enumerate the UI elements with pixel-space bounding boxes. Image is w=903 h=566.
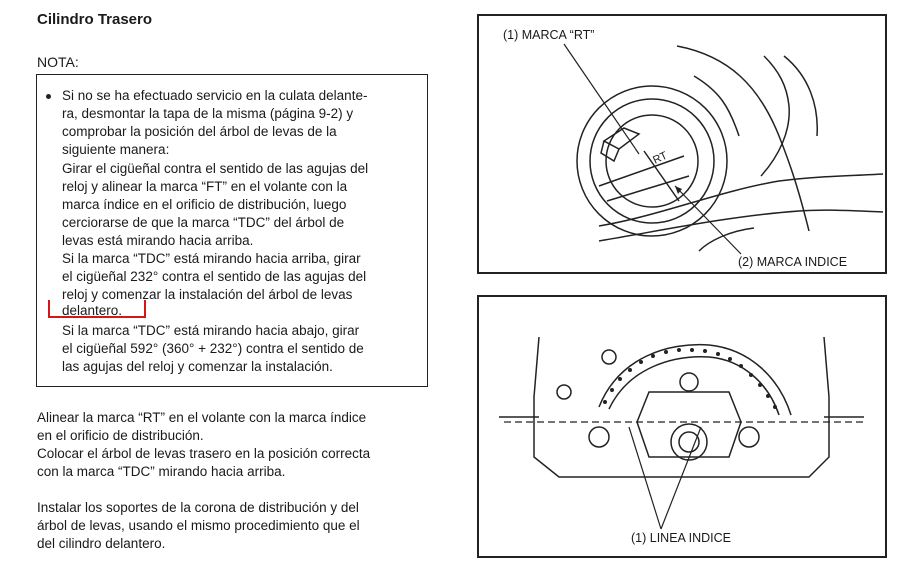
note-line: siguiente manera: bbox=[62, 142, 170, 157]
note-line: el cigüeñal 232° contra el sentido de las agujas del bbox=[62, 269, 367, 284]
note-line: Si no se ha efectuado servicio en la culata delante- bbox=[62, 88, 368, 103]
index-line-label: (1) LINEA INDICE bbox=[631, 531, 732, 545]
index-mark-label: (2) MARCA INDICE bbox=[738, 255, 848, 269]
flywheel-illustration bbox=[479, 16, 885, 272]
body-line: árbol de levas, usando el mismo procedimiento que el bbox=[37, 518, 360, 533]
note-line: Girar el cigüeñal contra el sentido de las agujas del bbox=[62, 161, 369, 176]
body-line: del cilindro delantero. bbox=[37, 536, 166, 551]
cam-sprocket-illustration bbox=[479, 297, 885, 556]
note-line: reloj y alinear la marca “FT” en el volante con la bbox=[62, 179, 348, 194]
note-line: ra, desmontar la tapa de la misma (página 9-2) y bbox=[62, 106, 354, 121]
note-line: cerciorarse de que la marca “TDC” del árbol de bbox=[62, 215, 345, 230]
note-label: NOTA: bbox=[37, 54, 79, 70]
note-line: el cigüeñal 592° (360° + 232°) contra el sentido de bbox=[62, 341, 364, 356]
index-line-figure bbox=[477, 295, 887, 558]
note-line: reloj y comenzar la instalación del árbol de levas bbox=[62, 287, 353, 302]
note-line: Si la marca “TDC” está mirando hacia abajo, girar bbox=[62, 323, 360, 338]
body-line: con la marca “TDC” mirando hacia arriba. bbox=[37, 464, 286, 479]
body-line: Instalar los soportes de la corona de distribución y del bbox=[37, 500, 359, 515]
note-line: levas está mirando hacia arriba. bbox=[62, 233, 254, 248]
body-line: Alinear la marca “RT” en el volante con la marca índice bbox=[37, 410, 367, 425]
note-line: las agujas del reloj y comenzar la instalación. bbox=[62, 359, 333, 374]
note-line: delantero. bbox=[62, 303, 123, 318]
body-line: Colocar el árbol de levas trasero en la posición correcta bbox=[37, 446, 371, 461]
page-title: Cilindro Trasero bbox=[37, 11, 153, 28]
note-line: Si la marca “TDC” está mirando hacia arriba, girar bbox=[62, 251, 361, 266]
flywheel-mark-figure bbox=[477, 14, 887, 274]
bullet-icon bbox=[46, 94, 51, 99]
mark-rt-label: (1) MARCA “RT” bbox=[503, 28, 595, 42]
note-line: comprobar la posición del árbol de levas de la bbox=[62, 124, 337, 139]
note-line: marca índice en el orificio de distribución, luego bbox=[62, 197, 347, 212]
flywheel-rt-text: RT bbox=[651, 149, 670, 167]
red-highlight-mark bbox=[48, 300, 146, 318]
body-line: en el orificio de distribución. bbox=[37, 428, 204, 443]
